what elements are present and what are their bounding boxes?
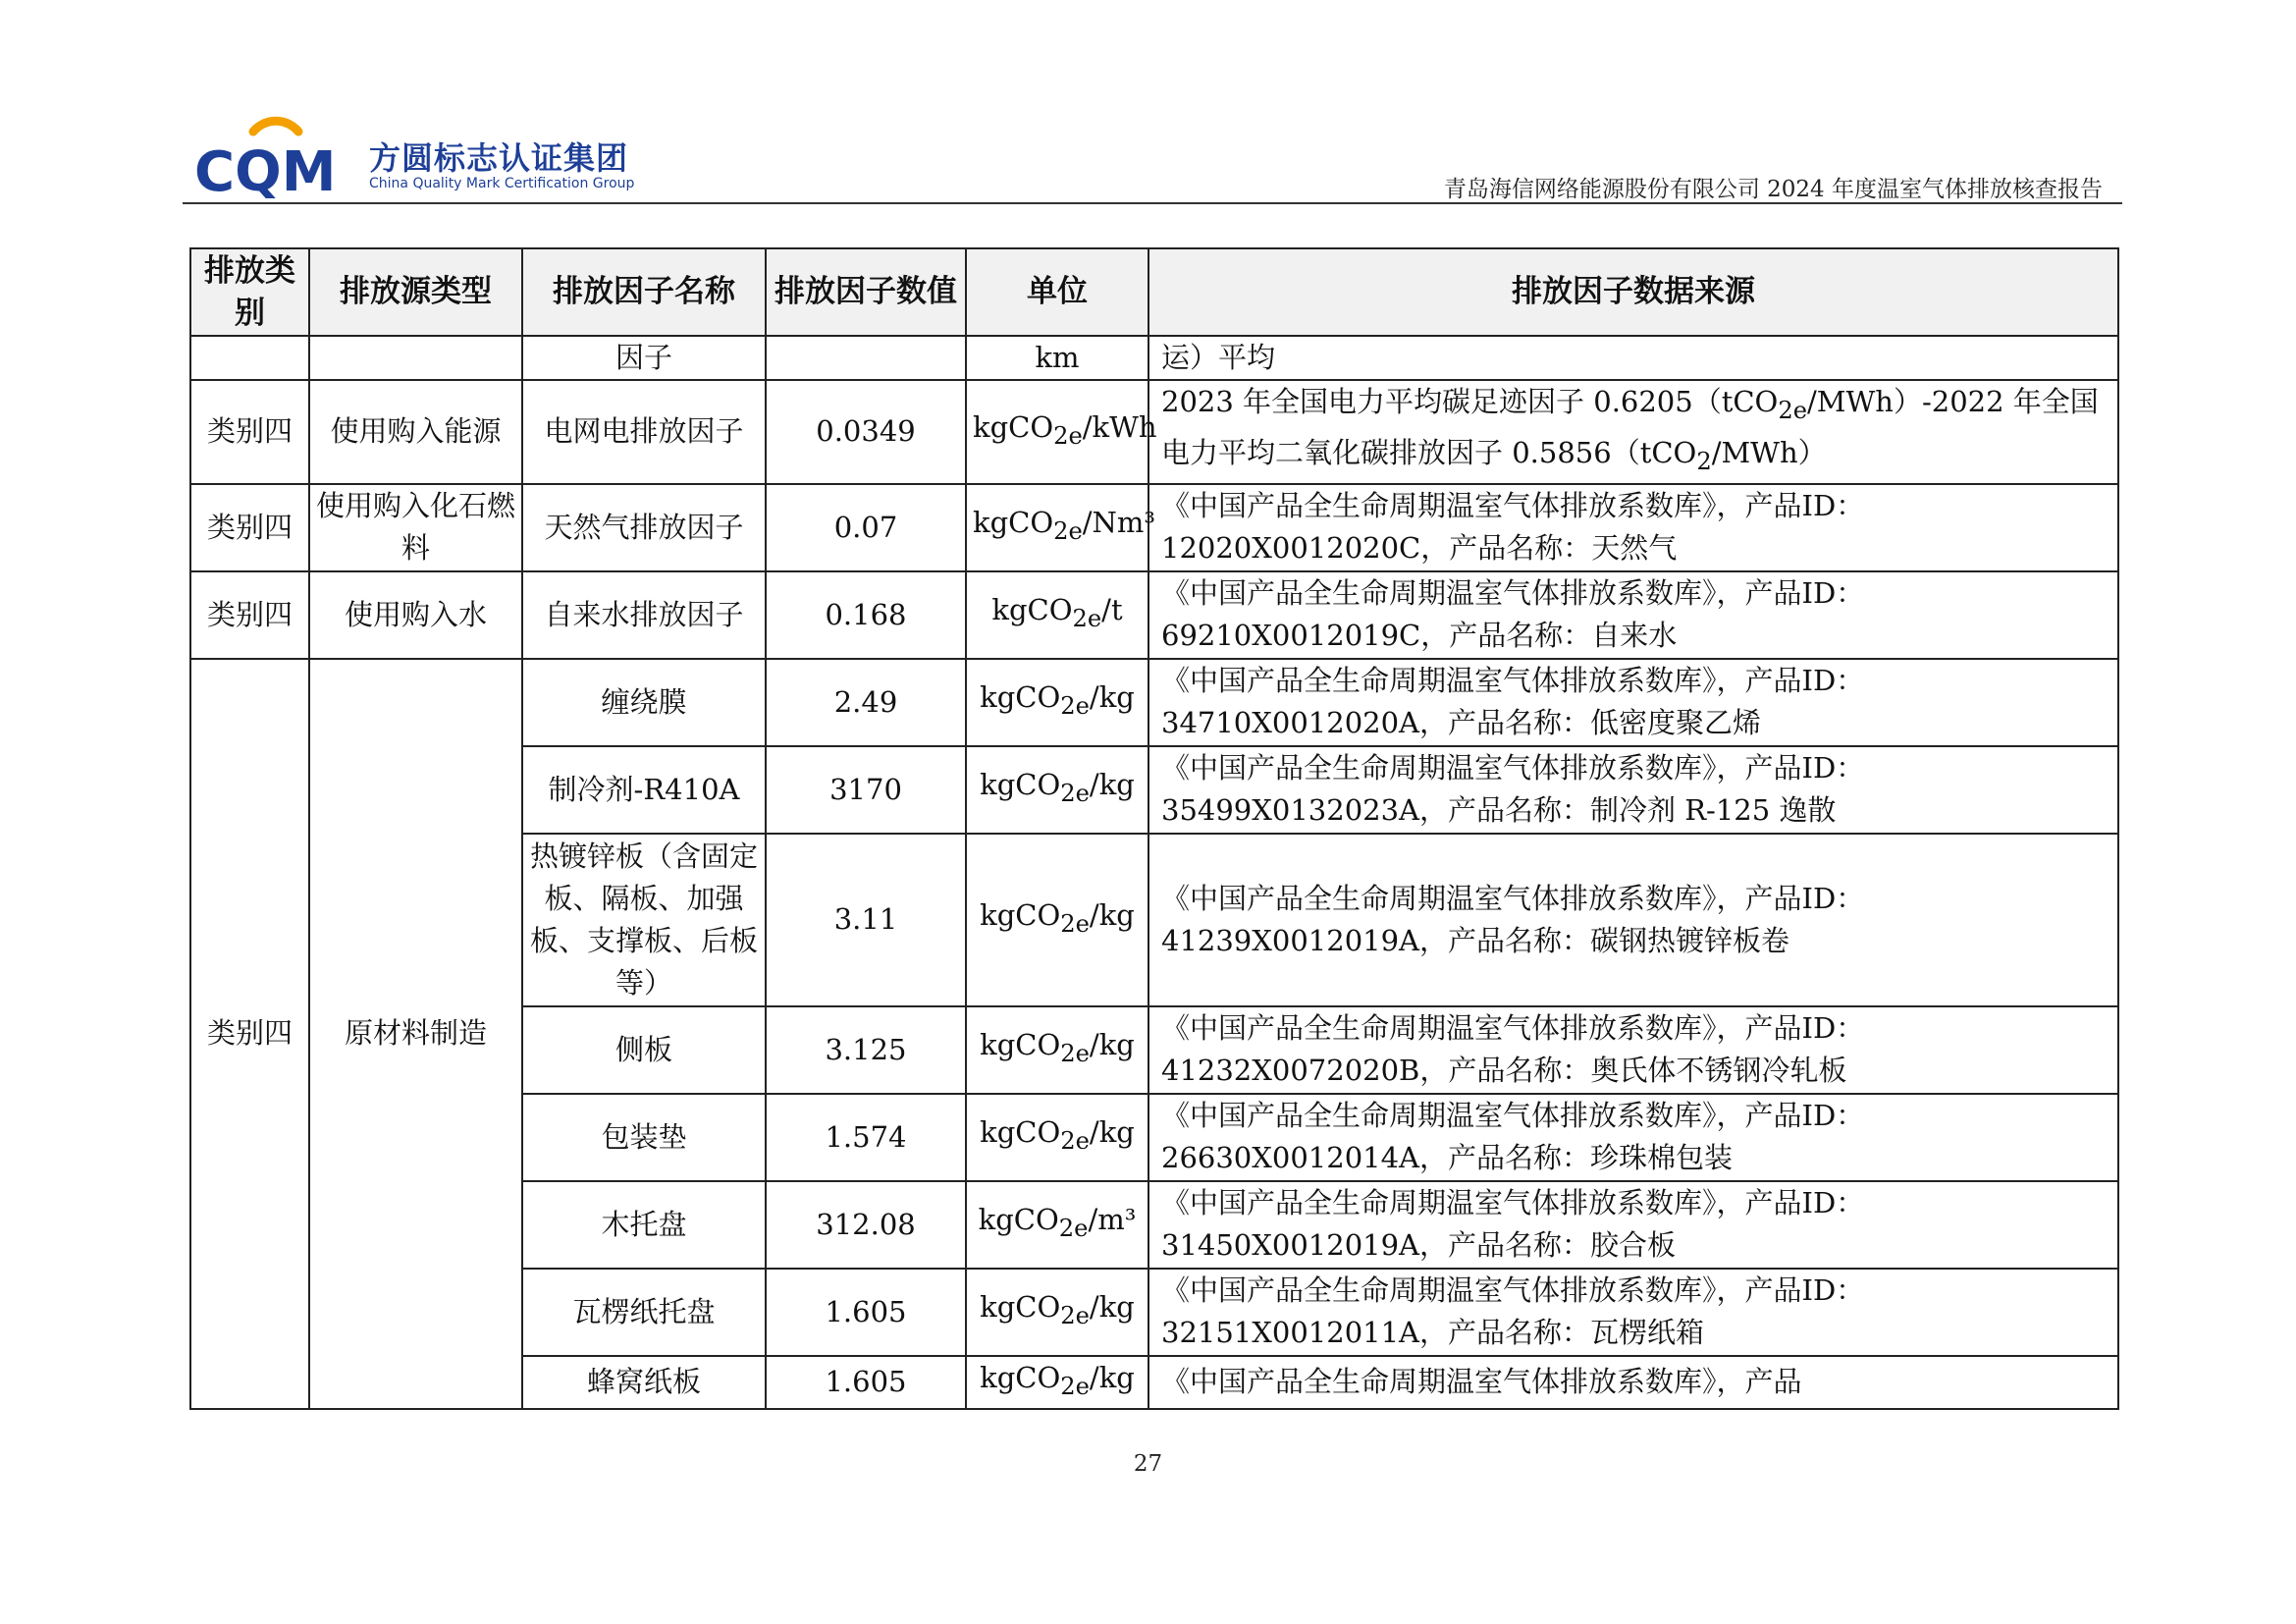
- cell-factor-name: 瓦楞纸托盘: [522, 1269, 766, 1356]
- cell-source-type: [309, 336, 522, 380]
- header-data-source: 排放因子数据来源: [1148, 248, 2118, 336]
- cell-factor-name: 包装垫: [522, 1094, 766, 1181]
- cell-unit: kgCO$_{2e}$/kg: [966, 1094, 1148, 1181]
- cell-data-source: 《中国产品全生命周期温室气体排放系数库》，产品ID：69210X0012019C，产品名称：自来水: [1148, 571, 2118, 659]
- cell-unit: kgCO$_{2e}$/kg: [966, 834, 1148, 1006]
- cell-source-type-merged: 原材料制造: [309, 659, 522, 1409]
- cell-factor-name: 侧板: [522, 1006, 766, 1094]
- cell-factor-name: 热镀锌板（含固定板、隔板、加强板、支撑板、后板等）: [522, 834, 766, 1006]
- cell-data-source: 《中国产品全生命周期温室气体排放系数库》，产品ID：41239X0012019A，产品名称：碳钢热镀锌板卷: [1148, 834, 2118, 1006]
- cell-source-type: 使用购入能源: [309, 380, 522, 484]
- cell-factor-value: 3.125: [766, 1006, 966, 1094]
- cell-factor-name: 制冷剂-R410A: [522, 746, 766, 834]
- cell-factor-value: 3170: [766, 746, 966, 834]
- cell-factor-name: 自来水排放因子: [522, 571, 766, 659]
- cell-unit: kgCO$_{2e}$/kg: [966, 746, 1148, 834]
- table-row: [190, 571, 2118, 659]
- cell-source-type: 使用购入水: [309, 571, 522, 659]
- cell-data-source: 《中国产品全生命周期温室气体排放系数库》，产品ID：35499X0132023A，产品名称：制冷剂 R-125 逸散: [1148, 746, 2118, 834]
- cell-factor-value: 0.07: [766, 484, 966, 571]
- cell-data-source: 《中国产品全生命周期温室气体排放系数库》，产品ID：32151X0012011A，产品名称：瓦楞纸箱: [1148, 1269, 2118, 1356]
- header-category: 排放类别: [190, 248, 309, 336]
- cell-factor-value: 1.605: [766, 1356, 966, 1409]
- cell-unit: kgCO$_{2e}$/m³: [966, 1181, 1148, 1269]
- cell-category: [190, 336, 309, 380]
- cell-factor-value: 3.11: [766, 834, 966, 1006]
- header-factor-name: 排放因子名称: [522, 248, 766, 336]
- emission-factor-table: [189, 247, 2119, 1410]
- cell-factor-value: 1.574: [766, 1094, 966, 1181]
- cell-factor-name: 天然气排放因子: [522, 484, 766, 571]
- cqm-logo-mark: [194, 118, 351, 204]
- table-row: [190, 380, 2118, 484]
- cell-factor-name: 电网电排放因子: [522, 380, 766, 484]
- cell-data-source: 2023 年全国电力平均碳足迹因子 0.6205（tCO$_{2e}$/MWh）-2022 年全国电力平均二氧化碳排放因子 0.5856（tCO$_2$/MWh）: [1148, 380, 2118, 484]
- table-row: [190, 336, 2118, 380]
- cell-factor-value: 0.168: [766, 571, 966, 659]
- cell-factor-value: [766, 336, 966, 380]
- cell-unit: km: [966, 336, 1148, 380]
- cell-unit: kgCO$_{2e}$/Nm³: [966, 484, 1148, 571]
- cell-data-source: 《中国产品全生命周期温室气体排放系数库》，产品ID：12020X0012020C，产品名称：天然气: [1148, 484, 2118, 571]
- cell-unit: kgCO$_{2e}$/kg: [966, 659, 1148, 746]
- cell-unit: kgCO$_{2e}$/t: [966, 571, 1148, 659]
- cell-unit: kgCO$_{2e}$/kWh: [966, 380, 1148, 484]
- cell-category: 类别四: [190, 571, 309, 659]
- page-number: 27: [1133, 1451, 1163, 1477]
- cell-category-merged: 类别四: [190, 659, 309, 1409]
- cell-factor-value: 2.49: [766, 659, 966, 746]
- cell-factor-value: 1.605: [766, 1269, 966, 1356]
- cell-factor-value: 312.08: [766, 1181, 966, 1269]
- cqm-logo-letters: CQM: [194, 140, 337, 204]
- cell-unit: kgCO$_{2e}$/kg: [966, 1356, 1148, 1409]
- cell-data-source: 《中国产品全生命周期温室气体排放系数库》，产品: [1148, 1356, 2118, 1409]
- header-factor-value: 排放因子数值: [766, 248, 966, 336]
- table-header-row: [190, 248, 2118, 336]
- report-title: 青岛海信网络能源股份有限公司 2024 年度温室气体排放核查报告: [1443, 177, 2103, 202]
- cell-unit: kgCO$_{2e}$/kg: [966, 1269, 1148, 1356]
- header-divider: [183, 202, 2122, 204]
- org-name-cn: 方圆标志认证集团: [369, 139, 629, 177]
- table-row: [190, 659, 2118, 746]
- table-row: [190, 484, 2118, 571]
- cell-data-source: 《中国产品全生命周期温室气体排放系数库》，产品ID：34710X0012020A，产品名称：低密度聚乙烯: [1148, 659, 2118, 746]
- header-source-type: 排放源类型: [309, 248, 522, 336]
- cell-category: 类别四: [190, 484, 309, 571]
- header-unit: 单位: [966, 248, 1148, 336]
- cell-factor-name: 木托盘: [522, 1181, 766, 1269]
- cell-unit: kgCO$_{2e}$/kg: [966, 1006, 1148, 1094]
- cell-data-source: 《中国产品全生命周期温室气体排放系数库》，产品ID：26630X0012014A，产品名称：珍珠棉包装: [1148, 1094, 2118, 1181]
- cell-data-source: 《中国产品全生命周期温室气体排放系数库》，产品ID：41232X0072020B，产品名称：奥氏体不锈钢冷轧板: [1148, 1006, 2118, 1094]
- cell-category: 类别四: [190, 380, 309, 484]
- cell-factor-name: 蜂窝纸板: [522, 1356, 766, 1409]
- org-name-en: China Quality Mark Certification Group: [369, 176, 635, 191]
- cell-data-source: 运）平均: [1148, 336, 2118, 380]
- cell-factor-value: 0.0349: [766, 380, 966, 484]
- cell-data-source: 《中国产品全生命周期温室气体排放系数库》，产品ID：31450X0012019A，产品名称：胶合板: [1148, 1181, 2118, 1269]
- cell-factor-name: 缠绕膜: [522, 659, 766, 746]
- cell-source-type: 使用购入化石燃料: [309, 484, 522, 571]
- cell-factor-name: 因子: [522, 336, 766, 380]
